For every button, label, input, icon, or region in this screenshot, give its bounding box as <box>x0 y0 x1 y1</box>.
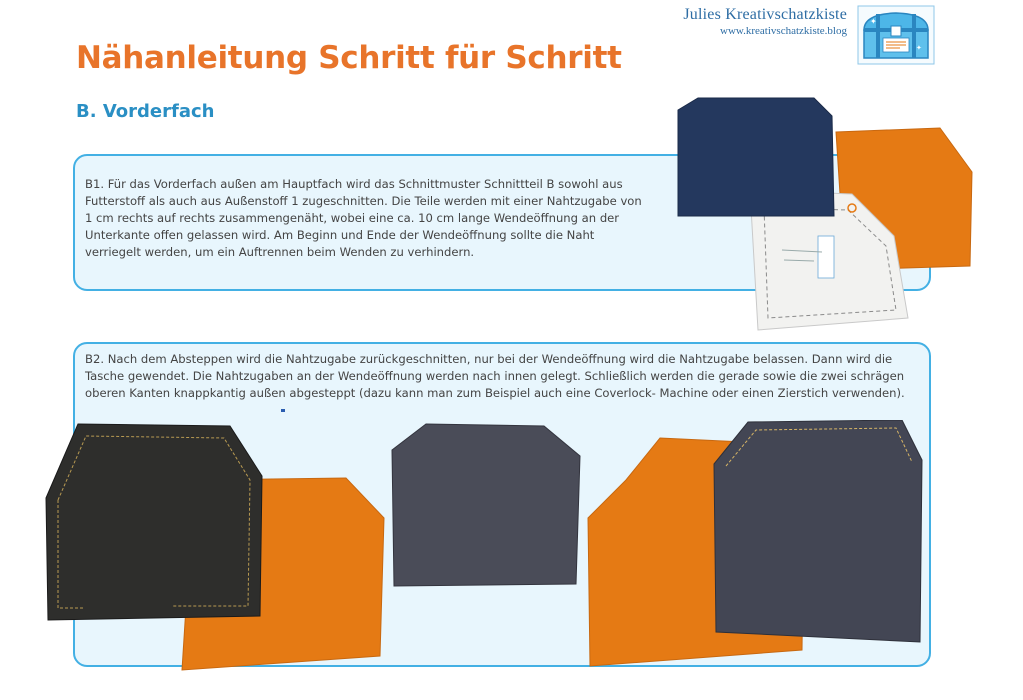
brand-url[interactable]: www.kreativschatzkiste.blog <box>720 25 847 37</box>
brand-block <box>683 6 847 37</box>
svg-text:✦: ✦ <box>916 44 922 52</box>
page-title: Nähanleitung Schritt für Schritt <box>76 40 622 76</box>
finished-pockets-photo <box>44 420 924 675</box>
svg-text:✦: ✦ <box>870 17 877 26</box>
cut-pieces-photo <box>672 90 974 340</box>
section-subtitle: B. Vorderfach <box>76 101 215 122</box>
text-cursor <box>281 409 285 412</box>
treasure-chest-icon <box>856 4 936 66</box>
step-b1-text: B1. Für das Vorderfach außen am Hauptfach wird das Schnittmuster Schnittteil B sowohl aus Futterstoff als auch aus Außenstoff 1 zugeschnitten. Die Teile werden mit einer Nahtzugabe von 1 cm rechts auf rechts zusammengenäht, wobei eine ca. 10 cm lange Wendeöffnung an der Unterkante offen gelassen wird. Am Beginn und Ende der Wendeöffnung sollte die Naht verriegelt werden, um ein Auftrennen beim Wenden zu verhindern. <box>85 177 642 259</box>
brand-name: Julies Kreativschatzkiste <box>683 6 847 23</box>
step-b2-text: B2. Nach dem Absteppen wird die Nahtzugabe zurückgeschnitten, nur bei der Wendeöffnung wird die Nahtzugabe belassen. Dann wird die Tasche gewendet. Die Nahtzugaben an der Wendeöffnung werden nach innen gelegt. Schließlich werden die gerade sowie die zwei schrägen oberen Kanten knappkantig außen abgesteppt (dazu kann man zum Beispiel auch eine Coverlock- Machine oder einen Zierstich verwenden). <box>85 352 905 400</box>
